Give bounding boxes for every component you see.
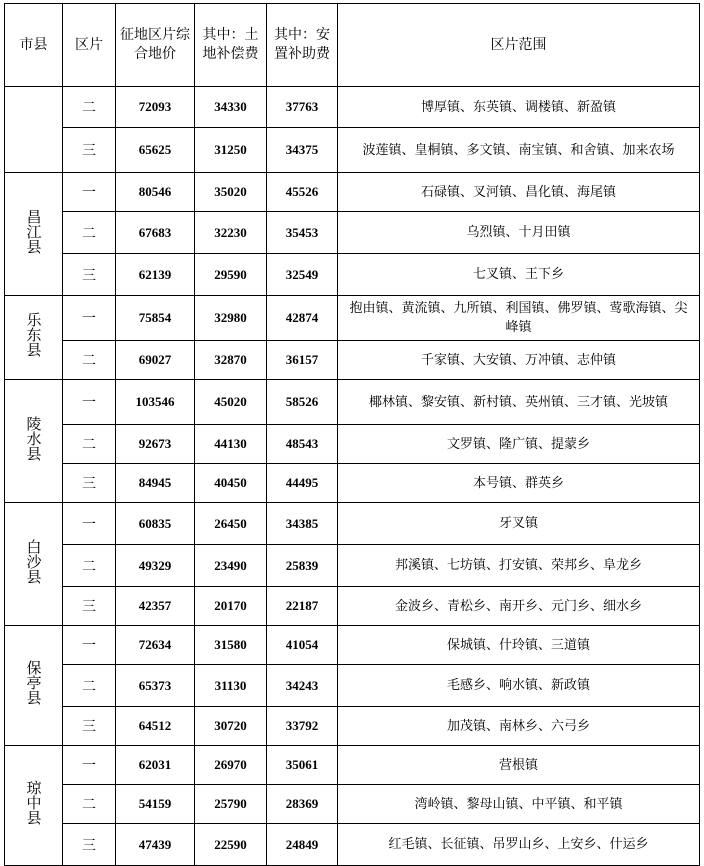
- range-cell: 金波乡、青松乡、南开乡、元门乡、细水乡: [338, 587, 700, 626]
- resettle-cell: 48543: [267, 425, 338, 464]
- county-cell: [5, 87, 63, 173]
- price-cell: 69027: [116, 341, 195, 380]
- land-cell: 25790: [195, 785, 267, 824]
- land-cell: 20170: [195, 587, 267, 626]
- land-cell: 34330: [195, 87, 267, 128]
- table-row: [5, 545, 700, 587]
- zone-cell: 一: [63, 746, 116, 785]
- range-cell: 加茂镇、南林乡、六弓乡: [338, 707, 700, 746]
- table-row: [5, 254, 700, 296]
- table-row: [5, 425, 700, 464]
- land-cell: 30720: [195, 707, 267, 746]
- resettle-cell: 42874: [267, 296, 338, 341]
- county-cell: [5, 626, 63, 746]
- table-row: [5, 746, 700, 785]
- zone-cell: 一: [63, 380, 116, 425]
- zone-cell: 二: [63, 212, 116, 254]
- range-cell: 红毛镇、长征镇、吊罗山乡、上安乡、什运乡: [338, 824, 700, 866]
- zone-cell: 三: [63, 464, 116, 503]
- range-cell: 波莲镇、皇桐镇、多文镇、南宝镇、和舍镇、加来农场: [338, 128, 700, 173]
- zone-cell: 二: [63, 87, 116, 128]
- land-cell: 45020: [195, 380, 267, 425]
- zone-cell: 一: [63, 626, 116, 665]
- zone-cell: 二: [63, 545, 116, 587]
- table-row: [5, 173, 700, 212]
- land-cell: 32870: [195, 341, 267, 380]
- resettle-cell: 37763: [267, 87, 338, 128]
- land-cell: 23490: [195, 545, 267, 587]
- zone-cell: 三: [63, 587, 116, 626]
- county-cell: [5, 503, 63, 626]
- resettle-cell: 45526: [267, 173, 338, 212]
- land-cell: 35020: [195, 173, 267, 212]
- price-cell: 80546: [116, 173, 195, 212]
- header-range: 区片范围: [338, 4, 700, 87]
- resettle-cell: 34375: [267, 128, 338, 173]
- resettle-cell: 34385: [267, 503, 338, 545]
- land-cell: 29590: [195, 254, 267, 296]
- land-cell: 31130: [195, 665, 267, 707]
- resettle-cell: 58526: [267, 380, 338, 425]
- price-cell: 42357: [116, 587, 195, 626]
- table-row: [5, 128, 700, 173]
- land-cell: 32980: [195, 296, 267, 341]
- range-cell: 椰林镇、黎安镇、新村镇、英州镇、三才镇、光坡镇: [338, 380, 700, 425]
- county-name: 保亭县: [24, 660, 43, 705]
- price-cell: 49329: [116, 545, 195, 587]
- county-cell: [5, 173, 63, 296]
- land-cell: 40450: [195, 464, 267, 503]
- county-name: 白沙县: [24, 538, 43, 584]
- zone-cell: 一: [63, 296, 116, 341]
- county-name: 昌江县: [24, 208, 43, 254]
- land-cell: 31580: [195, 626, 267, 665]
- land-cell: 44130: [195, 425, 267, 464]
- price-cell: 64512: [116, 707, 195, 746]
- price-cell: 65373: [116, 665, 195, 707]
- zone-cell: 二: [63, 425, 116, 464]
- range-cell: 千家镇、大安镇、万冲镇、志仲镇: [338, 341, 700, 380]
- zone-cell: 二: [63, 665, 116, 707]
- range-cell: 乌烈镇、十月田镇: [338, 212, 700, 254]
- price-cell: 65625: [116, 128, 195, 173]
- range-cell: 湾岭镇、黎母山镇、中平镇、和平镇: [338, 785, 700, 824]
- header-county: 市县: [5, 4, 63, 87]
- price-cell: 103546: [116, 380, 195, 425]
- land-cell: 32230: [195, 212, 267, 254]
- range-cell: 营根镇: [338, 746, 700, 785]
- resettle-cell: 24849: [267, 824, 338, 866]
- county-cell: [5, 746, 63, 866]
- land-cell: 26970: [195, 746, 267, 785]
- zone-cell: 一: [63, 173, 116, 212]
- resettle-cell: 44495: [267, 464, 338, 503]
- range-cell: 文罗镇、隆广镇、提蒙乡: [338, 425, 700, 464]
- zone-cell: 三: [63, 707, 116, 746]
- header-row: [5, 4, 700, 87]
- header-resettlement-subsidy: 其中：安置补助费: [267, 4, 338, 87]
- header-land-compensation: 其中：土地补偿费: [195, 4, 267, 87]
- table-row: [5, 707, 700, 746]
- county-name: 陵水县: [24, 415, 43, 461]
- range-cell: 博厚镇、东英镇、调楼镇、新盈镇: [338, 87, 700, 128]
- table-row: [5, 503, 700, 545]
- price-cell: 84945: [116, 464, 195, 503]
- resettle-cell: 32549: [267, 254, 338, 296]
- county-cell: [5, 296, 63, 380]
- range-cell: 邦溪镇、七坊镇、打安镇、荣邦乡、阜龙乡: [338, 545, 700, 587]
- price-cell: 72634: [116, 626, 195, 665]
- resettle-cell: 35061: [267, 746, 338, 785]
- range-cell: 抱由镇、黄流镇、九所镇、利国镇、佛罗镇、莺歌海镇、尖峰镇: [338, 296, 700, 341]
- resettle-cell: 36157: [267, 341, 338, 380]
- resettle-cell: 25839: [267, 545, 338, 587]
- zone-cell: 三: [63, 254, 116, 296]
- range-cell: 毛感乡、响水镇、新政镇: [338, 665, 700, 707]
- table-row: [5, 212, 700, 254]
- zone-cell: 一: [63, 503, 116, 545]
- price-cell: 47439: [116, 824, 195, 866]
- range-cell: 保城镇、什玲镇、三道镇: [338, 626, 700, 665]
- table-row: [5, 296, 700, 341]
- land-price-table: [4, 3, 700, 866]
- price-cell: 62139: [116, 254, 195, 296]
- price-cell: 72093: [116, 87, 195, 128]
- resettle-cell: 33792: [267, 707, 338, 746]
- resettle-cell: 22187: [267, 587, 338, 626]
- resettle-cell: 34243: [267, 665, 338, 707]
- table-row: [5, 665, 700, 707]
- table-row: [5, 464, 700, 503]
- zone-cell: 三: [63, 128, 116, 173]
- range-cell: 本号镇、群英乡: [338, 464, 700, 503]
- price-cell: 92673: [116, 425, 195, 464]
- resettle-cell: 35453: [267, 212, 338, 254]
- land-cell: 22590: [195, 824, 267, 866]
- range-cell: 石碌镇、叉河镇、昌化镇、海尾镇: [338, 173, 700, 212]
- resettle-cell: 28369: [267, 785, 338, 824]
- land-cell: 26450: [195, 503, 267, 545]
- table-row: [5, 341, 700, 380]
- zone-cell: 三: [63, 824, 116, 866]
- zone-cell: 二: [63, 785, 116, 824]
- price-cell: 75854: [116, 296, 195, 341]
- table-row: [5, 587, 700, 626]
- price-cell: 62031: [116, 746, 195, 785]
- price-cell: 67683: [116, 212, 195, 254]
- county-name: 琼中县: [24, 780, 43, 825]
- price-cell: 60835: [116, 503, 195, 545]
- range-cell: 牙叉镇: [338, 503, 700, 545]
- land-cell: 31250: [195, 128, 267, 173]
- table-row: [5, 626, 700, 665]
- header-price: 征地区片综合地价: [116, 4, 195, 87]
- table-row: [5, 87, 700, 128]
- range-cell: 七叉镇、王下乡: [338, 254, 700, 296]
- zone-cell: 二: [63, 341, 116, 380]
- table-row: [5, 380, 700, 425]
- county-cell: [5, 380, 63, 503]
- table-row: [5, 785, 700, 824]
- header-zone: 区片: [63, 4, 116, 87]
- table-row: [5, 824, 700, 866]
- resettle-cell: 41054: [267, 626, 338, 665]
- price-cell: 54159: [116, 785, 195, 824]
- county-name: 乐东县: [24, 312, 43, 357]
